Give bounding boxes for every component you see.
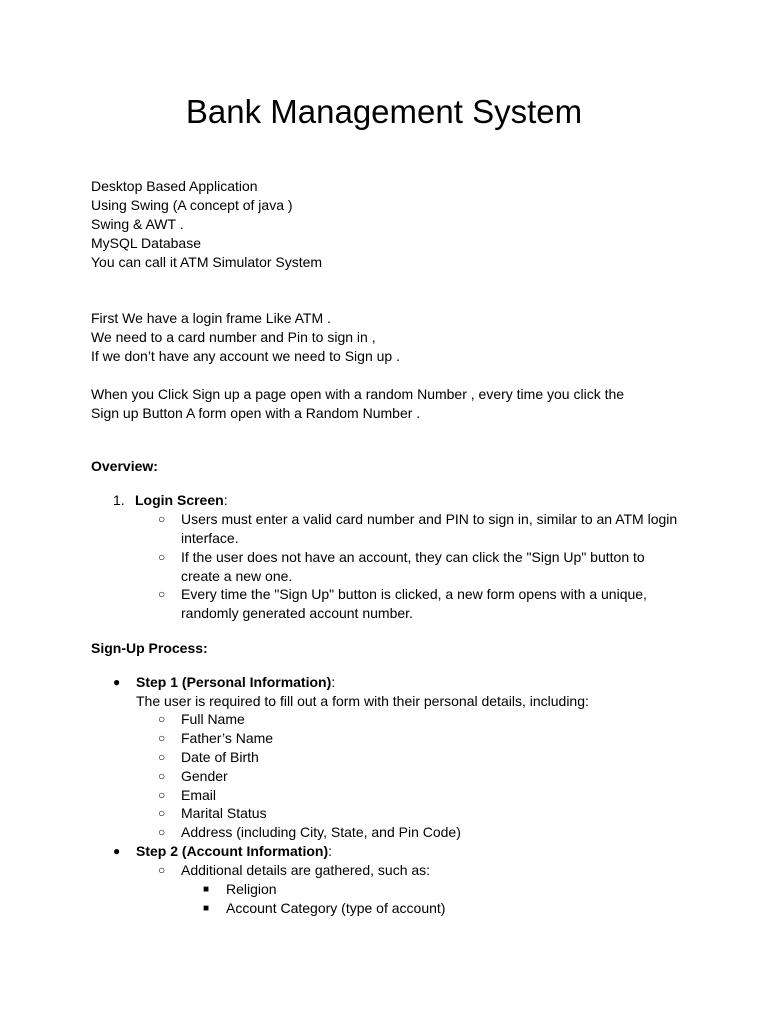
sub-list-item — [158, 861, 678, 880]
sub-list-text: Users must enter a valid card number and PIN to sign in, similar to an ATM login interface. — [181, 511, 678, 546]
field-item — [158, 729, 678, 748]
document-title: Bank Management System — [185, 93, 583, 130]
paragraph-line: If we don’t have any account we need to Sign up . — [91, 348, 400, 364]
field-item — [158, 748, 678, 767]
field-item — [158, 786, 678, 805]
list-item-suffix: : — [223, 492, 228, 508]
hollow-bullet-icon: ○ — [158, 512, 166, 526]
intro-line: Using Swing (A concept of java ) — [91, 197, 293, 213]
field-name: Full Name — [181, 711, 245, 727]
field-name: Gender — [181, 768, 228, 784]
field-name: Religion — [226, 881, 277, 897]
step-suffix: : — [328, 843, 333, 859]
step-label: Step 2 (Account Information) — [136, 843, 329, 859]
sub-list-item — [158, 548, 678, 586]
field-name: Marital Status — [181, 805, 267, 821]
hollow-bullet-icon: ○ — [158, 769, 166, 783]
signup-heading: Sign-Up Process: — [91, 640, 208, 656]
bullet-list-item — [113, 842, 713, 861]
square-bullet-icon: ■ — [203, 884, 210, 895]
step-description: The user is required to fill out a form with their personal details, including: — [136, 693, 589, 709]
list-item-label: Login Screen — [135, 492, 224, 508]
field-item — [203, 899, 445, 918]
numbered-list-item — [113, 491, 228, 510]
field-item — [158, 767, 678, 786]
field-name: Date of Birth — [181, 749, 259, 765]
overview-heading: Overview: — [91, 458, 158, 474]
filled-bullet-icon: ● — [113, 844, 121, 858]
sub-list-item — [158, 510, 678, 548]
paragraph-line: First We have a login frame Like ATM . — [91, 310, 331, 326]
intro-line: Desktop Based Application — [91, 178, 258, 194]
hollow-bullet-icon: ○ — [158, 806, 166, 820]
hollow-bullet-icon: ○ — [158, 863, 166, 877]
square-bullet-icon: ■ — [203, 903, 210, 914]
hollow-bullet-icon: ○ — [158, 550, 166, 564]
step-suffix: : — [331, 674, 336, 690]
hollow-bullet-icon: ○ — [158, 825, 166, 839]
field-item — [158, 804, 678, 823]
intro-line: MySQL Database — [91, 235, 201, 251]
field-name: Father’s Name — [181, 730, 274, 746]
intro-line: Swing & AWT . — [91, 216, 184, 232]
sub-list-text: If the user does not have an account, they can click the "Sign Up" button to create a new one. — [181, 549, 645, 584]
field-item — [203, 880, 277, 899]
paragraph-line: We need to a card number and Pin to sign in , — [91, 329, 376, 345]
intro-line: You can call it ATM Simulator System — [91, 254, 323, 270]
paragraph-line: When you Click Sign up a page open with a random Number , every time you click the — [91, 386, 625, 402]
list-number: 1. — [113, 492, 125, 508]
paragraph-line: Sign up Button A form open with a Random Number . — [91, 405, 421, 421]
step-description: Additional details are gathered, such as: — [181, 862, 431, 878]
step-label: Step 1 (Personal Information) — [136, 674, 332, 690]
hollow-bullet-icon: ○ — [158, 750, 166, 764]
field-item — [158, 710, 678, 729]
hollow-bullet-icon: ○ — [158, 731, 166, 745]
field-name: Account Category (type of account) — [226, 900, 446, 916]
hollow-bullet-icon: ○ — [158, 587, 166, 601]
filled-bullet-icon: ● — [113, 675, 121, 689]
sub-list-item — [158, 585, 678, 623]
field-name: Email — [181, 787, 217, 803]
bullet-list-item — [113, 673, 713, 711]
hollow-bullet-icon: ○ — [158, 788, 166, 802]
field-name: Address (including City, State, and Pin Code) — [181, 824, 461, 840]
hollow-bullet-icon: ○ — [158, 712, 166, 726]
field-item — [158, 823, 678, 842]
sub-list-text: Every time the "Sign Up" button is clicked, a new form opens with a unique, randomly generated account number. — [181, 586, 647, 621]
